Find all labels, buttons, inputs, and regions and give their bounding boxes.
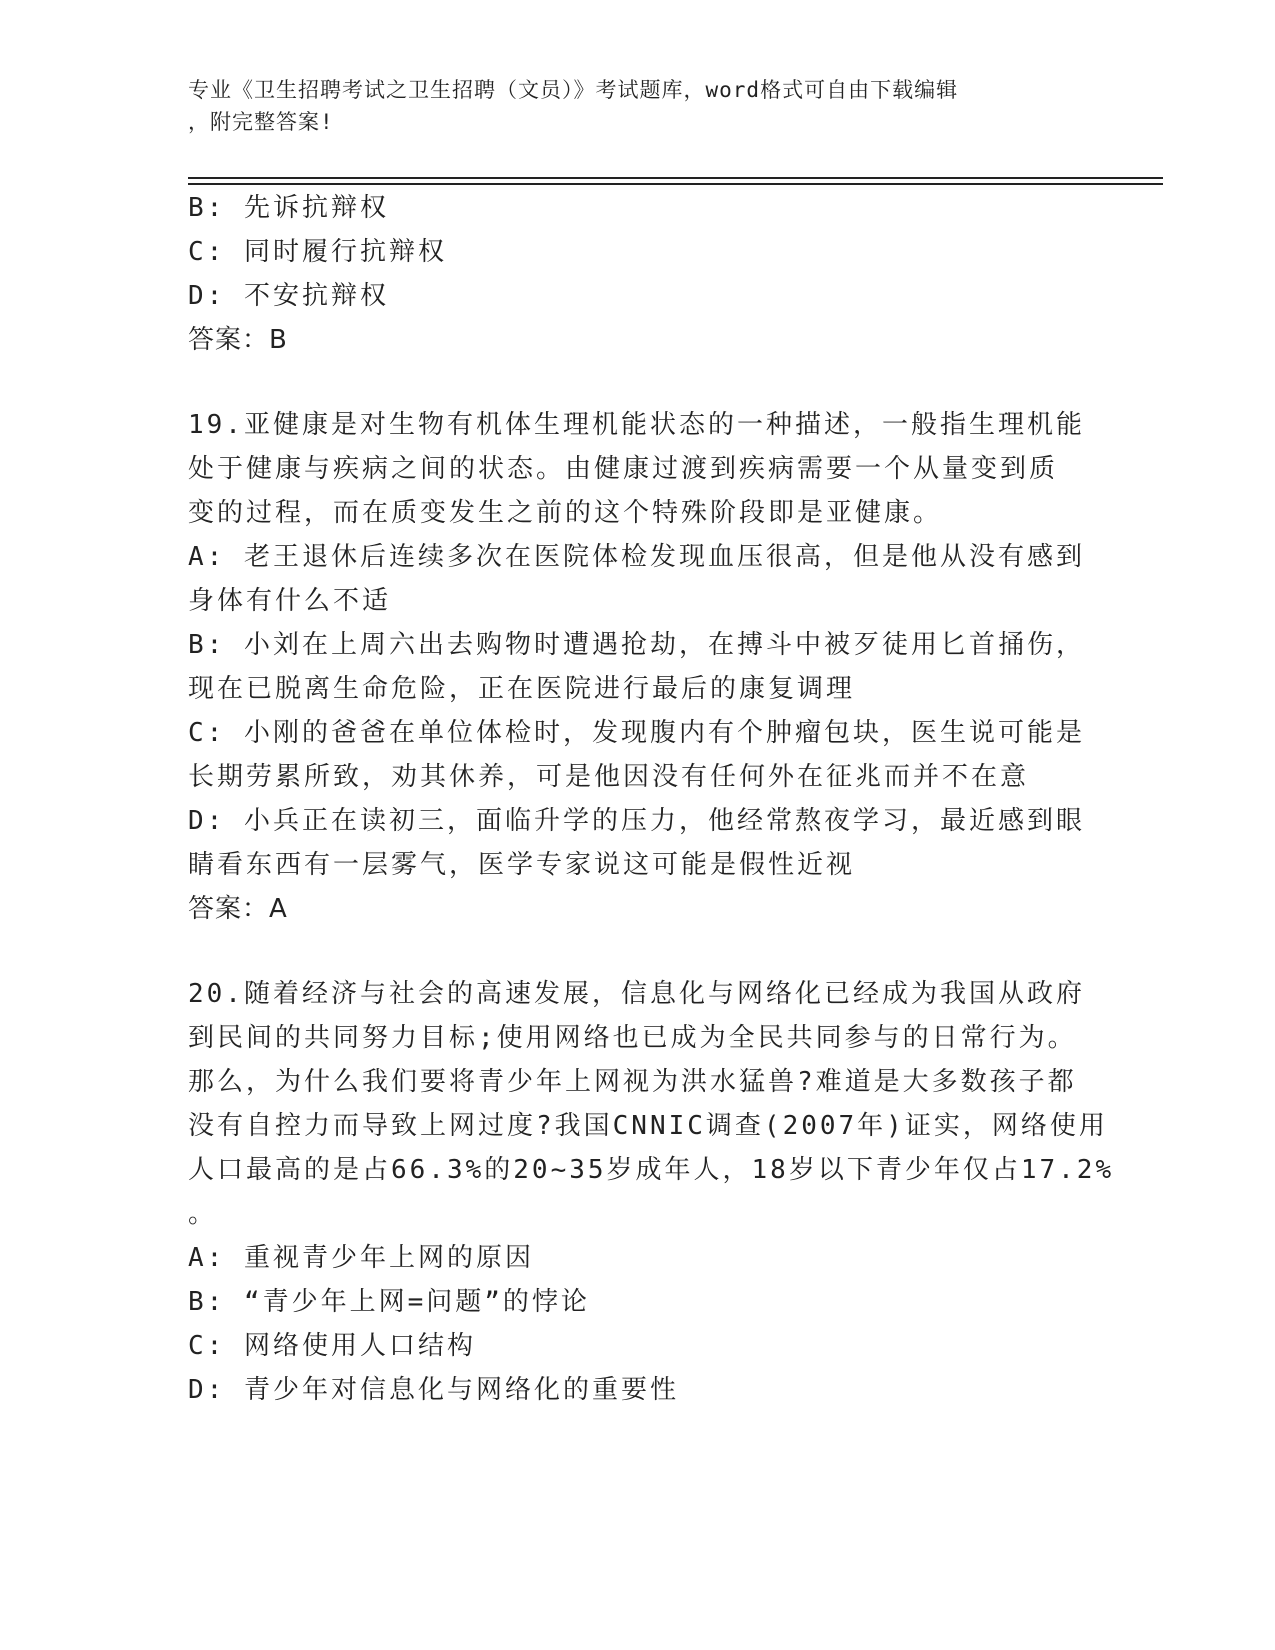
q19-option-d-line-1: D: 小兵正在读初三，面临升学的压力，他经常熬夜学习，最近感到眼 (188, 806, 1085, 836)
q19-answer: 答案：A (188, 894, 288, 924)
q19-stem-line-3: 变的过程，而在质变发生之前的这个特殊阶段即是亚健康。 (188, 498, 943, 528)
q20-stem-line-1: 20.随着经济与社会的高速发展，信息化与网络化已经成为我国从政府 (188, 979, 1085, 1009)
document-header (188, 74, 1088, 138)
q19-option-c-line-2: 长期劳累所致，劝其休养，可是他因没有任何外在征兆而并不在意 (188, 762, 1030, 792)
header-line-2: ，附完整答案! (188, 110, 334, 134)
q18-option-b: B: 先诉抗辩权 (188, 193, 389, 223)
q19-option-a-line-2: 身体有什么不适 (188, 586, 392, 616)
q20-option-d: D: 青少年对信息化与网络化的重要性 (188, 1375, 679, 1405)
header-line-1: 专业《卫生招聘考试之卫生招聘（文员）》考试题库，word格式可自由下载编辑 (188, 78, 959, 102)
q19-option-a-line-1: A: 老王退休后连续多次在医院体检发现血压很高，但是他从没有感到 (188, 542, 1085, 572)
header-divider-bottom (188, 183, 1163, 185)
q19-option-d-line-2: 睛看东西有一层雾气，医学专家说这可能是假性近视 (188, 850, 856, 880)
q19-stem-line-1: 19.亚健康是对生物有机体生理机能状态的一种描述，一般指生理机能 (188, 410, 1085, 440)
q20-stem-line-6: 。 (188, 1199, 218, 1229)
q19-stem-line-2: 处于健康与疾病之间的状态。由健康过渡到疾病需要一个从量变到质 (188, 454, 1059, 484)
q18-option-d: D: 不安抗辩权 (188, 281, 389, 311)
header-divider-top (188, 177, 1163, 179)
q18-option-c: C: 同时履行抗辩权 (188, 237, 447, 267)
q20-option-b: B: “青少年上网=问题”的悖论 (188, 1287, 590, 1317)
q20-stem-line-2: 到民间的共同努力目标;使用网络也已成为全民共同参与的日常行为。 (188, 1023, 1077, 1053)
q20-option-c: C: 网络使用人口结构 (188, 1331, 476, 1361)
q18-answer: 答案：B (188, 325, 288, 355)
q19-option-b-line-2: 现在已脱离生命危险，正在医院进行最后的康复调理 (188, 674, 856, 704)
q20-stem-line-3: 那么，为什么我们要将青少年上网视为洪水猛兽?难道是大多数孩子都 (188, 1067, 1077, 1097)
q19-option-b-line-1: B: 小刘在上周六出去购物时遭遇抢劫，在搏斗中被歹徒用匕首捅伤， (188, 630, 1085, 660)
q19-option-c-line-1: C: 小刚的爸爸在单位体检时，发现腹内有个肿瘤包块，医生说可能是 (188, 718, 1085, 748)
q20-stem-line-5: 人口最高的是占66.3%的20~35岁成年人，18岁以下青少年仅占17.2% (188, 1155, 1115, 1185)
q20-stem-line-4: 没有自控力而导致上网过度?我国CNNIC调查(2007年)证实，网络使用 (188, 1111, 1108, 1141)
q20-option-a: A: 重视青少年上网的原因 (188, 1243, 534, 1273)
